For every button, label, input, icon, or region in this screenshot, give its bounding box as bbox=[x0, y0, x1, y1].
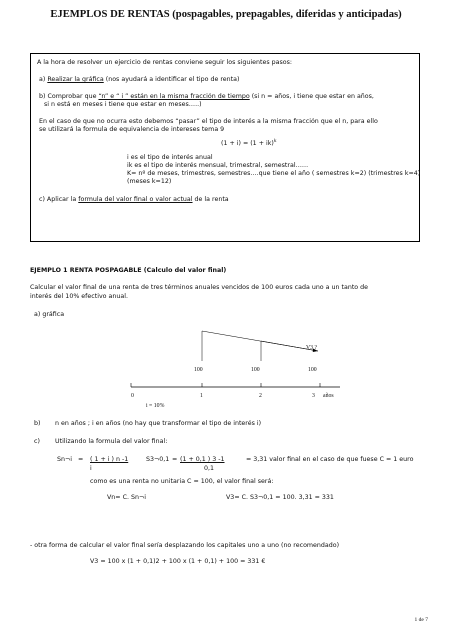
step-a: a) Realizar la gráfica (nos ayudará a identificar el tipo de renta) bbox=[39, 76, 240, 83]
formula-2-denominator: 0,1 bbox=[204, 465, 215, 472]
rate-label: i = 10% bbox=[146, 403, 165, 409]
amount-3: 100 bbox=[308, 367, 317, 373]
step-b-rest: (si n = años, i tiene que estar en años, bbox=[249, 93, 374, 100]
tick-label-0: 0 bbox=[131, 393, 134, 399]
step-b-line2: si n está en meses i tiene que estar en meses…..) bbox=[44, 101, 202, 108]
page-number: 1 de 7 bbox=[414, 617, 428, 623]
step-a-rest: (nos ayudará a identificar el tipo de renta) bbox=[103, 76, 240, 83]
def-i: i es el tipo de interés anual bbox=[127, 154, 213, 161]
graph-label: a) gráfica bbox=[34, 311, 65, 318]
v3-label: V3 ? bbox=[306, 345, 318, 351]
vn-formula: Vn= C. Sn¬i bbox=[107, 494, 146, 501]
formula-2-eq: = bbox=[172, 456, 178, 463]
alt-method-text: - otra forma de calcular el valor final sería desplazando los capitales uno a uno (no recomendado) bbox=[30, 542, 340, 549]
formula-2-lhs: S3¬0,1 bbox=[146, 456, 170, 463]
def-ik: ik es el tipo de interés mensual, trimestral, semestral…… bbox=[127, 162, 309, 169]
step-b-link: “n” e “ i ” están en la misma fracción de tiempo bbox=[98, 93, 250, 100]
step-a-link: Realizar la gráfica bbox=[47, 76, 104, 83]
formula-2-result: = 3,31 valor final en el caso de que fuese C = 1 euro bbox=[246, 456, 414, 463]
tick-label-1: 1 bbox=[200, 393, 203, 399]
example-heading: EJEMPLO 1 RENTA POSPAGABLE (Calculo del valor final) bbox=[30, 267, 227, 274]
alt-method-formula: V3 = 100 x (1 + 0,1)2 + 100 x (1 + 0,1) + 100 = 331 € bbox=[90, 558, 266, 565]
formula-exponent: k bbox=[273, 138, 277, 144]
non-unit-note: como es una renta no unitaria C = 100, el valor final será: bbox=[90, 478, 274, 485]
step-c-rest: de la renta bbox=[192, 196, 229, 203]
formula-1-denominator: i bbox=[90, 465, 92, 472]
v3-formula: V3= C. S3¬0,1 = 100. 3,31 = 331 bbox=[226, 494, 334, 501]
amount-1: 100 bbox=[194, 367, 203, 373]
conversion-line2: se utilizará la formula de equivalencia de intereses tema 9 bbox=[39, 126, 225, 133]
years-label: años bbox=[323, 393, 334, 399]
tick-label-2: 2 bbox=[259, 393, 262, 399]
formula-1-lhs: Sn¬i bbox=[57, 456, 73, 463]
def-k: K= nº de meses, trimestres, semestres….que tiene el año ( semestres k=2) (trimestres k=4) bbox=[127, 170, 421, 177]
page-title: EJEMPLOS DE RENTAS (pospagables, prepagables, diferidas y anticipadas) bbox=[50, 9, 402, 20]
item-b-text: n en años ; i en años (no hay que transformar el tipo de interés i) bbox=[55, 420, 262, 427]
formula-2-numerator: (1 + 0,1 ) 3 -1 bbox=[180, 456, 225, 463]
tick-label-3: 3 bbox=[312, 393, 315, 399]
formula-1-numerator: ( 1 + i ) n -1 bbox=[90, 456, 129, 463]
step-b-pre: b) Comprobar que bbox=[39, 93, 99, 100]
step-c-link: formula del valor final o valor actual bbox=[78, 196, 193, 203]
formula-1-eq: = bbox=[78, 456, 84, 463]
amount-2: 100 bbox=[251, 367, 260, 373]
box-intro: A la hora de resolver un ejercicio de rentas conviene seguir los siguientes pasos: bbox=[37, 59, 293, 66]
example-text-2: interés del 10% efectivo anual. bbox=[30, 293, 128, 300]
def-k2: (meses k=12) bbox=[127, 178, 172, 185]
item-c-label: c) bbox=[34, 438, 40, 445]
conversion-line1: En el caso de que no ocurra esto debemos “pasar” el tipo de interés a la misma fracción que el n, para ello bbox=[39, 118, 378, 125]
formula-body: (1 + i) = (1 + ik) bbox=[221, 140, 274, 147]
step-c-pre: c) Aplicar la bbox=[39, 196, 79, 203]
example-text-1: Calcular el valor final de una renta de tres términos anuales vencidos de 100 euros cada uno a un tanto de bbox=[30, 284, 369, 291]
item-c-text: Utilizando la formula del valor final: bbox=[55, 438, 168, 445]
item-b-label: b) bbox=[34, 420, 41, 427]
